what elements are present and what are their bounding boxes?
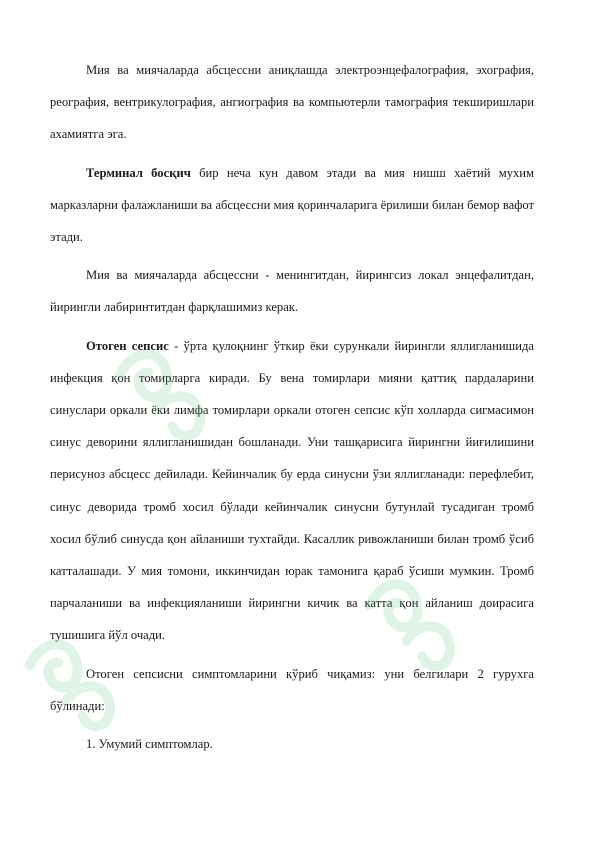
paragraph-text: бир неча кун давом этади ва мия нишш хаётий мухим марказларни фалажланиши ва абсцессни мия қоринчаларига ёрилиши билан бемор вафот этади. xyxy=(50,165,535,245)
paragraph-list-item xyxy=(50,728,534,760)
paragraph-otogenic-sepsis xyxy=(50,330,534,652)
term-heading: Отоген сепсис xyxy=(86,338,169,353)
paragraph-text: 1. Умумий симптомлар. xyxy=(86,737,213,752)
paragraph-text: - ўрта қулоқнинг ўткир ёки сурункали йирингли яллигланишида инфекция қон томирларга киради. Бу вена томирлари мияни қаттиқ пардаларини синуслари оркали ёки лимфа томирлари оркали отоген сепсис кўп холларда сигмасимон синус деворини яллигланишидан бошланади. Уни ташқарисига йирингни йиғилишини перисуноз абсцесс дейилади. Кейинчалик бу ерда синусни ўзи яллигланади: перефлебит, синус деворида тромб хосил бўлади кейинчалик синусни бутунлай тусадиган тромб хосил бўлиб синусда қон айланиши тухтайди. Касаллик ривожланиши билан тромб ўсиб катталашади. У мия томони, иккинчидан юрак тамонига қараб ўсиши мумкин. Тромб парчаланиши ва инфекцияланиши йирингни кичик ва катта қон айланиш доирасига тушишига йўл очади. xyxy=(50,338,534,643)
paragraph-text: Мия ва миячаларда абсцессни - менингитдан, йирингсиз локал энцефалитдан, йирингли лабиринтитдан фарқлашимиз керак. xyxy=(50,268,534,315)
paragraph-diagnostics xyxy=(50,54,534,151)
document-body xyxy=(50,54,535,766)
term-heading: Терминал босқич xyxy=(86,165,191,180)
paragraph-text: Отоген сепсисни симптомларини кўриб чиқамиз: уни белгилари 2 гурухга бўлинади: xyxy=(50,666,534,713)
paragraph-terminal-stage xyxy=(50,157,534,254)
paragraph-text: Мия ва миячаларда абсцессни аниқлашда электроэнцефалография, эхография, реография, вентрикулография, ангиография ва компьютерли тамография текширишлари ахамиятга эга. xyxy=(50,63,534,142)
paragraph-differential xyxy=(50,259,534,323)
paragraph-symptoms-intro xyxy=(50,658,534,722)
